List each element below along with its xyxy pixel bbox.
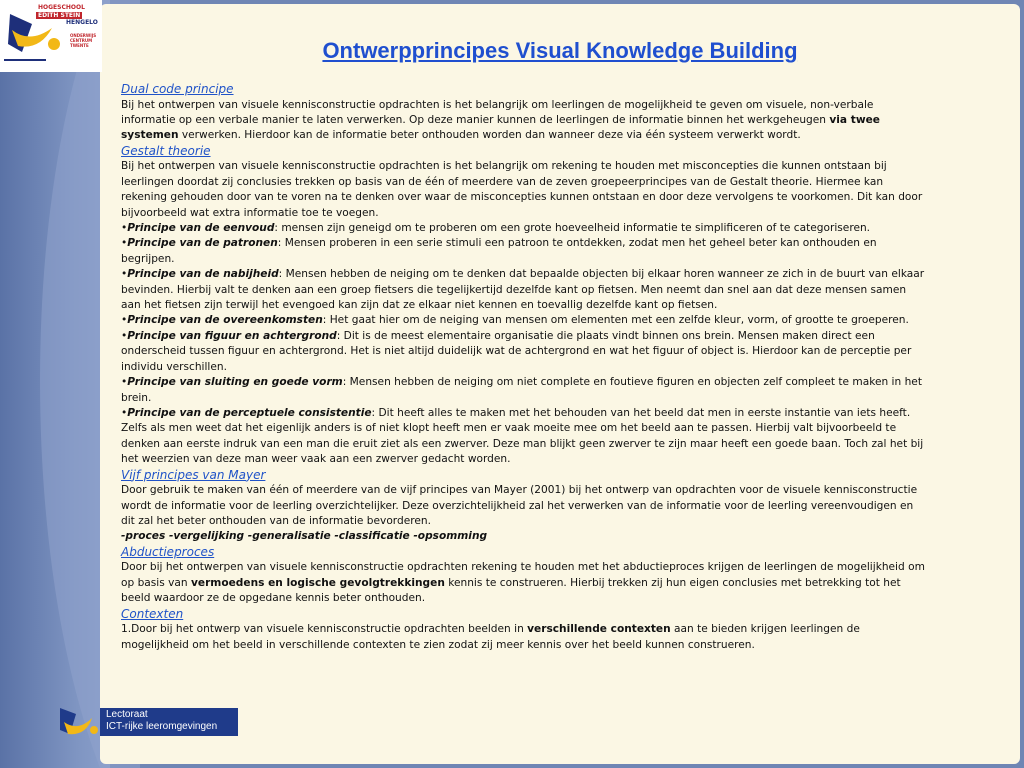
- paragraph-contexten: 1.Door bij het ontwerp van visuele kennisconstructie opdrachten beelden in verschillende contexten aan te bieden krijgen leerlingen de mogelijkheid om het beeld in verschillende contexten te zien zodat zij meer kennis over het beeld kunnen construeren.: [121, 623, 860, 651]
- paragraph-mayer: Door gebruik te maken van één of meerdere van de vijf principes van Mayer (2001) bij het ontwerp van opdrachten voor de visuele kennisconstructie wordt de informatie voor de leerling overzichtelijker. Deze overzichtelijkheid zal het verwerken van de informatie voor de leerling vereenvoudigen en dit zal het beter onthouden van de informatie bevorderen.: [121, 484, 918, 527]
- list-item-gestalt: •Principe van de overeenkomsten: Het gaat hier om de neiging van mensen om elementen met een zelfde kleur, vorm, of grootte te groeperen.: [121, 314, 909, 327]
- heading-contexten[interactable]: Contexten: [121, 606, 184, 621]
- list-item-gestalt: •Principe van sluiting en goede vorm: Mensen hebben de neiging om niet complete en foutieve figuren en objecten zelf compleet te maken in het brein.: [121, 376, 922, 404]
- paragraph-dual-code: Bij het ontwerpen van visuele kennisconstructie opdrachten is het belangrijk om leerlingen de mogelijkheid te geven om visuele, non-verbale informatie op een verbale manier te laten verwerken. Op deze manier kunnen de leerlingen de informatie binnen het werkgeheugen via twee systemen verwerken. Hierdoor kan de informatie beter onthouden worden dan wanneer deze via één systeem verwerkt wordt.: [121, 98, 880, 142]
- logo-text-hogeschool: HOGESCHOOL: [38, 4, 85, 11]
- lectoraat-banner: [56, 704, 238, 738]
- list-item-gestalt: •Principe van de perceptuele consistentie: Dit heeft alles te maken met het behouden van het beeld dat men in eerste instantie van iets heeft. Zelfs als men weet dat het eigenlijk anders is of niet klopt heeft men er vaak moeite mee om het beeld aan te passen. Hierbij valt bijvoorbeeld te denken aan eerste indruk van een man die eruit ziet als een zwerver. Deze man blijkt geen zwerver te zijn maar heeft een goede baan. Toch zal het bij het weerzien van deze man weer vaak aan een zwerver gedacht worden.: [121, 406, 924, 466]
- paragraph-gestalt-intro: Bij het ontwerpen van visuele kennisconstructie opdrachten is het belangrijk om rekening te houden met misconcepties die kunnen ontstaan bij leerlingen doordat zij conclusies trekken op basis van de één of meerdere van de zeven groepeerprincipes van de Gestalt theorie. Hiermee kan rekening gehouden door van te voren na te denken over waar de misconcepties kunnen ontstaan en door deze vervolgens te voorkomen. Dit kan door bijvoorbeeld wat extra informatie toe te voegen.: [121, 160, 923, 219]
- list-item-gestalt: •Principe van de nabijheid: Mensen hebben de neiging om te denken dat bepaalde objecten bij elkaar horen wanneer ze zich in de buurt van elkaar bevinden. Hierbij valt te denken aan een groep fietsers die tegelijkertijd dezelfde kant op fietsen. Men neemt dan snel aan dat deze mensen samen aan het fietsen zijn terwijl het evengoed kan zijn dat ze elkaar niet kennen en toevallig dezelfde kant op fietsen.: [121, 268, 925, 312]
- list-item-gestalt: •Principe van de eenvoud: mensen zijn geneigd om te proberen om een grote hoeveelheid informatie te simplificeren of te categoriseren.: [121, 222, 871, 235]
- school-logo: [0, 0, 102, 72]
- paragraph-abductie: Door bij het ontwerpen van visuele kennisconstructie opdrachten rekening te houden met het abductieproces krijgen de leerlingen de mogelijkheid om op basis van vermoedens en logische gevolgtrekkingen kennis te construeren. Hierbij trekken zij hun eigen conclusies met betrekking tot het beeld waardoor ze de opgedane kennis beter onthouden.: [121, 561, 925, 605]
- list-item-gestalt: •Principe van figuur en achtergrond: Dit is de meest elementaire organisatie die plaats vindt binnen ons brein. Mensen maken direct een onderscheid tussen figuur en achtergrond. Het is niet altijd duidelijk wat de achtergrond en wat het figuur of object is. Hierdoor kan de perceptie per individu verschillen.: [121, 329, 912, 373]
- heading-abductie[interactable]: Abductieproces: [121, 544, 215, 559]
- page-title: Ontwerpprincipes Visual Knowledge Building: [322, 38, 798, 63]
- heading-gestalt[interactable]: Gestalt theorie: [121, 143, 211, 158]
- heading-dual-code[interactable]: Dual code principe: [121, 82, 234, 96]
- heading-mayer[interactable]: Vijf principes van Mayer: [121, 467, 266, 482]
- banner-line-2: ICT-rijke leeromgevingen: [106, 721, 218, 732]
- logo-text-edith-stein: EDITH STEIN: [38, 12, 81, 19]
- slide-content: [121, 82, 927, 653]
- logo-text-hengelo: HENGELO: [66, 19, 98, 26]
- mayer-principles-list: -proces -vergelijking -generalisatie -classificatie -opsomming: [121, 530, 488, 543]
- logo-text-onderwijscentrum: ONDERWIJS CENTRUM TWENTE: [70, 33, 97, 48]
- list-item-gestalt: •Principe van de patronen: Mensen proberen in een serie stimuli een patroon te ontdekken, zodat men het geheel beter kan onthouden en begrijpen.: [121, 237, 877, 265]
- banner-line-1: Lectoraat: [106, 709, 148, 720]
